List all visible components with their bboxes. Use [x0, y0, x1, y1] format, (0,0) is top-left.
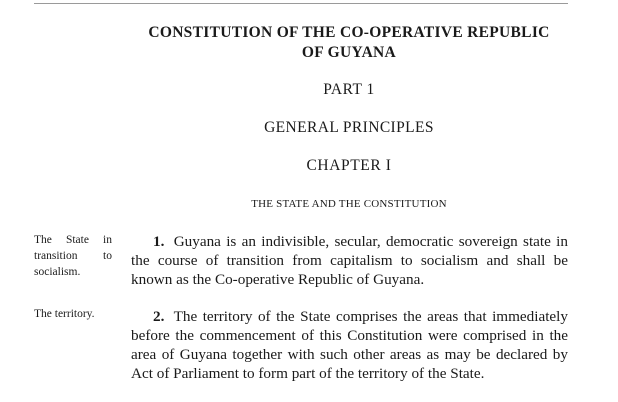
- article-2-body: [131, 307, 568, 383]
- article-2-text: The territory of the State comprises the areas that immediately before the commencement of this Constitution were comprised in the area of Guyana together with such other areas as may be declared by Act of Parliament to form part of the territory of the State.: [131, 308, 568, 382]
- article-1-text: Guyana is an indivisible, secular, democratic sovereign state in the course of transition from capitalism to socialism and shall be known as the Co-operative Republic of Guyana.: [131, 233, 568, 288]
- article-2-number: 2.: [153, 308, 165, 325]
- article-2: [131, 307, 568, 383]
- top-rule-divider: [34, 3, 568, 4]
- chapter-label: CHAPTER I: [306, 157, 392, 174]
- part-title: GENERAL PRINCIPLES: [264, 119, 434, 136]
- document-title-line-1: CONSTITUTION OF THE CO-OPERATIVE REPUBLIC: [148, 24, 550, 41]
- document-title: [130, 23, 568, 63]
- part-label: PART 1: [323, 81, 375, 98]
- chapter-title: THE STATE AND THE CONSTITUTION: [251, 198, 447, 210]
- article-1-body: [131, 232, 568, 289]
- document-title-line-2: OF GUYANA: [301, 44, 397, 61]
- margin-note-article-2: The territory.: [34, 308, 95, 320]
- margin-note-article-1: The State in transition to socialism.: [34, 234, 112, 278]
- article-1: [131, 232, 568, 289]
- article-1-number: 1.: [153, 233, 165, 250]
